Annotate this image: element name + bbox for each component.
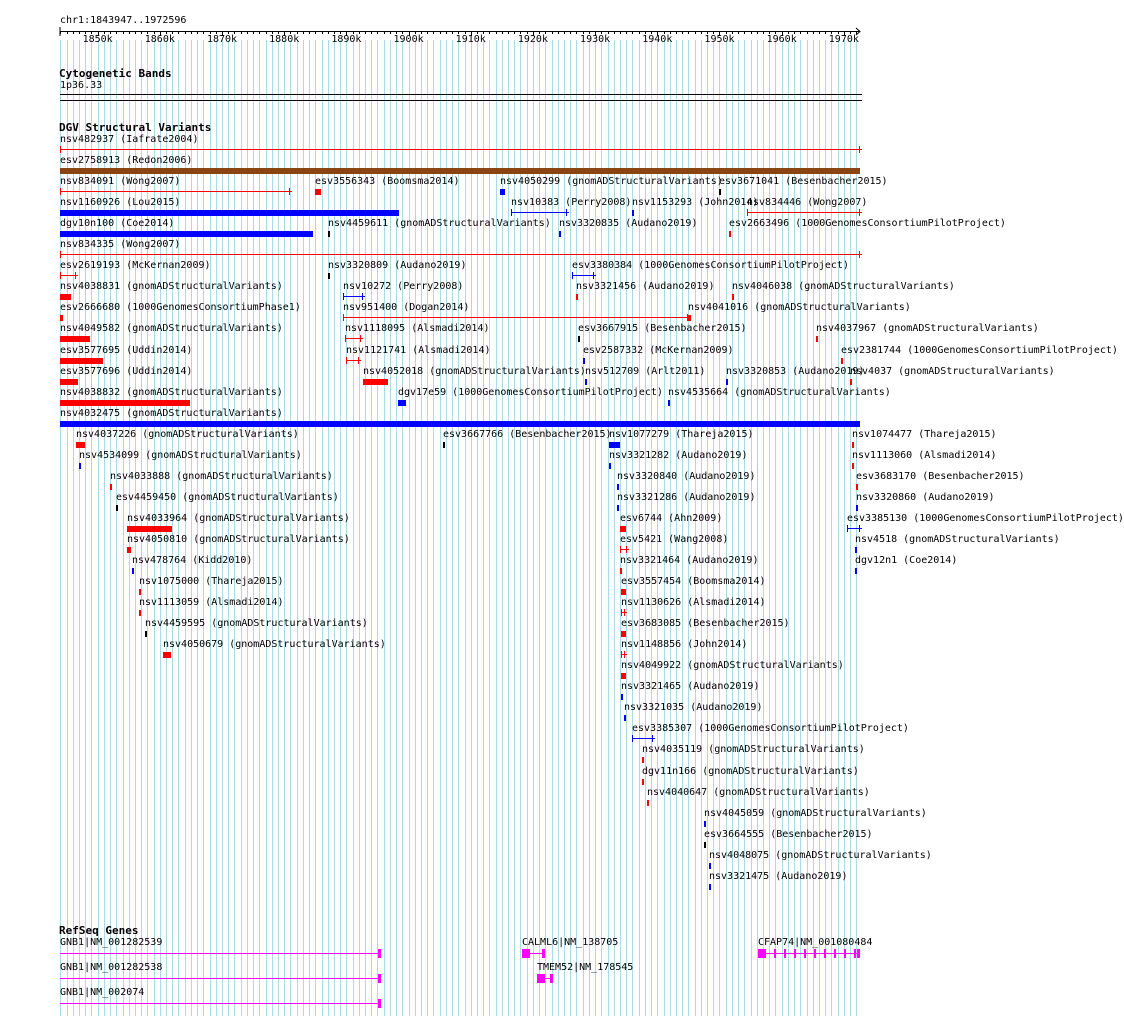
dgv-feature-label[interactable]: nsv4045059 (gnomADStructuralVariants) [704, 807, 927, 819]
cytoband-label[interactable]: 1p36.33 [60, 80, 103, 91]
dgv-feature-glyph[interactable] [60, 168, 860, 174]
dgv-feature-glyph[interactable] [729, 231, 731, 237]
dgv-feature-glyph[interactable] [60, 231, 313, 237]
dgv-feature-label[interactable]: dgv11n166 (gnomADStructuralVariants) [642, 765, 859, 777]
dgv-feature-glyph[interactable] [856, 484, 858, 490]
dgv-feature-glyph[interactable] [719, 189, 721, 195]
dgv-feature-glyph[interactable] [747, 212, 862, 213]
dgv-feature-label[interactable]: nsv3320835 (Audano2019) [559, 218, 698, 230]
dgv-feature-label[interactable]: nsv3321464 (Audano2019) [620, 555, 759, 566]
refseq-gene-label[interactable]: GNB1|NM_001282538 [60, 962, 163, 973]
dgv-feature-label[interactable]: nsv4534099 (gnomADStructuralVariants) [79, 449, 302, 461]
dgv-feature-label[interactable]: esv2619193 (McKernan2009) [60, 260, 211, 272]
dgv-feature-glyph[interactable] [609, 442, 620, 448]
dgv-feature-glyph[interactable] [500, 189, 505, 195]
refseq-exon[interactable] [804, 949, 806, 958]
refseq-exon[interactable] [378, 949, 381, 958]
refseq-exon[interactable] [378, 999, 381, 1008]
dgv-feature-glyph[interactable] [116, 505, 118, 511]
dgv-feature-glyph[interactable] [709, 863, 711, 869]
dgv-feature-glyph[interactable] [346, 360, 360, 361]
refseq-gene-label[interactable]: GNB1|NM_002074 [60, 987, 145, 998]
dgv-feature-glyph[interactable] [642, 779, 644, 785]
dgv-feature-glyph[interactable] [852, 463, 854, 469]
dgv-feature-label[interactable]: nsv1130626 (Alsmadi2014) [621, 597, 766, 609]
dgv-feature-label[interactable]: esv2587332 (McKernan2009) [583, 344, 734, 356]
dgv-feature-glyph[interactable] [620, 568, 622, 574]
dgv-feature-label[interactable]: nsv1077279 (Thareja2015) [609, 428, 754, 440]
dgv-feature-label[interactable]: nsv951400 (Dogan2014) [343, 302, 470, 314]
dgv-feature-glyph[interactable] [60, 254, 862, 255]
refseq-exon[interactable] [834, 949, 836, 958]
dgv-feature-label[interactable]: esv2758913 (Redon2006) [60, 155, 193, 167]
dgv-feature-label[interactable]: nsv834091 (Wong2007) [60, 176, 181, 188]
dgv-feature-glyph[interactable] [816, 336, 818, 342]
dgv-feature-label[interactable]: esv3667915 (Besenbacher2015) [578, 323, 747, 335]
dgv-feature-glyph[interactable] [60, 191, 292, 192]
refseq-exon[interactable] [844, 949, 846, 958]
dgv-feature-glyph[interactable] [60, 294, 71, 300]
dgv-feature-glyph[interactable] [621, 589, 626, 595]
dgv-feature-glyph[interactable] [620, 526, 626, 532]
dgv-feature-glyph[interactable] [855, 568, 857, 574]
refseq-exon[interactable] [522, 949, 530, 958]
refseq-exon[interactable] [550, 974, 553, 983]
dgv-feature-glyph[interactable] [576, 294, 578, 300]
dgv-feature-glyph[interactable] [621, 694, 623, 700]
dgv-feature-label[interactable]: nsv10272 (Perry2008) [343, 281, 464, 293]
dgv-feature-label[interactable]: nsv4050299 (gnomADStructuralVariants) [500, 176, 723, 188]
dgv-feature-label[interactable]: nsv3320840 (Audano2019) [617, 470, 756, 482]
dgv-feature-label[interactable]: nsv3321286 (Audano2019) [617, 491, 756, 503]
dgv-feature-glyph[interactable] [343, 296, 364, 297]
dgv-feature-label[interactable]: esv2666680 (1000GenomesConsortiumPhase1) [60, 302, 301, 314]
dgv-feature-label[interactable]: nsv1074477 (Thareja2015) [852, 428, 997, 440]
dgv-feature-label[interactable]: nsv4046038 (gnomADStructuralVariants) [732, 281, 955, 293]
refseq-exon[interactable] [857, 949, 860, 958]
dgv-feature-glyph[interactable] [132, 568, 134, 574]
dgv-feature-glyph[interactable] [726, 379, 728, 385]
dgv-feature-glyph[interactable] [632, 210, 634, 216]
ruler-tick-label: 1890k [331, 34, 362, 45]
cytoband-track-title: Cytogenetic Bands [59, 67, 172, 80]
dgv-feature-glyph[interactable] [620, 549, 629, 550]
refseq-exon[interactable] [854, 949, 856, 958]
dgv-feature-label[interactable]: esv3667766 (Besenbacher2015) [443, 428, 612, 440]
dgv-feature-label[interactable]: esv3385307 (1000GenomesConsortiumPilotProject) [632, 723, 909, 735]
dgv-feature-label[interactable]: dgv17e59 (1000GenomesConsortiumPilotProject) [398, 386, 663, 398]
dgv-feature-label[interactable]: nsv4052018 (gnomADStructuralVariants) [363, 365, 586, 377]
dgv-feature-label[interactable]: dgv10n100 (Coe2014) [60, 218, 175, 230]
dgv-feature-glyph[interactable] [850, 379, 852, 385]
dgv-feature-label[interactable]: nsv4049922 (gnomADStructuralVariants) [621, 660, 844, 672]
dgv-feature-label[interactable]: nsv4037 (gnomADStructuralVariants) [850, 365, 1055, 377]
dgv-feature-label[interactable]: esv3556343 (Boomsma2014) [315, 176, 460, 188]
dgv-feature-glyph[interactable] [704, 821, 706, 827]
dgv-feature-label[interactable]: nsv4038832 (gnomADStructuralVariants) [60, 386, 283, 398]
dgv-feature-label[interactable]: nsv1113060 (Alsmadi2014) [852, 449, 997, 461]
refseq-gene-label[interactable]: CFAP74|NM_001080484 [758, 937, 873, 948]
refseq-exon[interactable] [814, 949, 816, 958]
dgv-feature-glyph[interactable] [621, 654, 627, 655]
dgv-feature-label[interactable]: nsv834335 (Wong2007) [60, 239, 181, 251]
dgv-feature-label[interactable]: nsv1148856 (John2014) [621, 639, 748, 651]
dgv-feature-glyph[interactable] [583, 358, 585, 364]
dgv-feature-glyph[interactable] [60, 379, 78, 385]
dgv-feature-label[interactable]: nsv512709 (Arlt2011) [585, 365, 706, 377]
dgv-feature-label[interactable]: esv5421 (Wang2008) [620, 533, 729, 545]
dgv-feature-glyph[interactable] [572, 275, 596, 276]
dgv-feature-label[interactable]: dgv12n1 (Coe2014) [855, 555, 958, 566]
ruler-tick-label: 1900k [393, 34, 424, 45]
dgv-feature-glyph[interactable] [139, 589, 141, 595]
dgv-feature-glyph[interactable] [624, 715, 626, 721]
dgv-feature-glyph[interactable] [855, 547, 857, 553]
ruler-tick-label: 1960k [766, 34, 797, 45]
dgv-feature-label[interactable]: nsv1121741 (Alsmadi2014) [346, 344, 491, 356]
dgv-feature-glyph[interactable] [852, 442, 854, 448]
refseq-gene-label[interactable]: CALML6|NM_138705 [522, 937, 619, 948]
dgv-feature-glyph[interactable] [60, 210, 399, 216]
dgv-feature-label[interactable]: esv3664555 (Besenbacher2015) [704, 828, 873, 840]
dgv-feature-label[interactable]: nsv478764 (Kidd2010) [132, 555, 253, 566]
dgv-feature-label[interactable]: nsv4032475 (gnomADStructuralVariants) [60, 407, 283, 419]
dgv-feature-glyph[interactable] [60, 336, 90, 342]
ruler-tick-label: 1940k [642, 34, 673, 45]
dgv-feature-glyph[interactable] [328, 231, 330, 237]
dgv-feature-glyph[interactable] [704, 842, 706, 848]
dgv-feature-glyph[interactable] [315, 189, 321, 195]
dgv-feature-glyph[interactable] [443, 442, 445, 448]
dgv-feature-label[interactable]: nsv3320860 (Audano2019) [856, 491, 995, 503]
dgv-feature-glyph[interactable] [343, 317, 690, 318]
dgv-feature-glyph[interactable] [688, 315, 690, 321]
dgv-feature-label[interactable]: nsv4038831 (gnomADStructuralVariants) [60, 281, 283, 293]
dgv-feature-label[interactable]: esv3557454 (Boomsma2014) [621, 576, 766, 588]
dgv-feature-label[interactable]: nsv3321456 (Audano2019) [576, 281, 715, 293]
dgv-feature-glyph[interactable] [578, 336, 580, 342]
dgv-feature-glyph[interactable] [841, 358, 843, 364]
refseq-exon[interactable] [824, 949, 826, 958]
dgv-feature-glyph[interactable] [621, 612, 627, 613]
dgv-feature-label[interactable]: nsv1113059 (Alsmadi2014) [139, 597, 284, 609]
dgv-feature-glyph[interactable] [328, 273, 330, 279]
dgv-feature-glyph[interactable] [60, 149, 862, 150]
ruler-tick-label: 1970k [828, 34, 859, 45]
dgv-feature-glyph[interactable] [110, 484, 112, 490]
dgv-feature-glyph[interactable] [398, 400, 406, 406]
dgv-feature-label[interactable]: esv2663496 (1000GenomesConsortiumPilotProject) [729, 218, 1006, 230]
dgv-feature-glyph[interactable] [363, 379, 388, 385]
refseq-gene-line[interactable] [60, 978, 381, 979]
dgv-feature-label[interactable]: esv3683170 (Besenbacher2015) [856, 470, 1025, 482]
dgv-feature-glyph[interactable] [79, 463, 81, 469]
ruler-tick-label: 1920k [517, 34, 548, 45]
dgv-feature-glyph[interactable] [559, 231, 561, 237]
dgv-feature-glyph[interactable] [139, 610, 141, 616]
refseq-gene-label[interactable]: GNB1|NM_001282539 [60, 937, 163, 948]
ruler-tick-label: 1930k [580, 34, 611, 45]
dgv-feature-glyph[interactable] [632, 738, 655, 739]
dgv-feature-label[interactable]: nsv4459595 (gnomADStructuralVariants) [145, 618, 368, 630]
dgv-feature-glyph[interactable] [709, 884, 711, 890]
dgv-feature-label[interactable]: nsv4037967 (gnomADStructuralVariants) [816, 323, 1039, 335]
dgv-feature-label[interactable]: nsv482937 (Iafrate2004) [60, 134, 199, 145]
dgv-feature-label[interactable]: esv3577696 (Uddin2014) [60, 365, 193, 377]
ruler-tick-label: 1880k [269, 34, 300, 45]
dgv-feature-label[interactable]: nsv3321465 (Audano2019) [621, 681, 760, 693]
dgv-feature-label[interactable]: nsv4040647 (gnomADStructuralVariants) [647, 786, 870, 798]
refseq-track-title: RefSeq Genes [59, 924, 139, 937]
refseq-gene-line[interactable] [60, 1003, 381, 1004]
dgv-feature-label[interactable]: esv6744 (Ahn2009) [620, 512, 723, 524]
dgv-feature-label[interactable]: nsv3321475 (Audano2019) [709, 870, 848, 882]
ruler-tick-label: 1860k [144, 34, 175, 45]
dgv-feature-label[interactable]: nsv4035119 (gnomADStructuralVariants) [642, 744, 865, 756]
dgv-feature-label[interactable]: nsv4048075 (gnomADStructuralVariants) [709, 849, 932, 861]
refseq-exon[interactable] [794, 949, 796, 958]
dgv-feature-label[interactable]: nsv3321035 (Audano2019) [624, 702, 763, 714]
dgv-feature-glyph[interactable] [847, 528, 862, 529]
dgv-feature-label[interactable]: nsv4041016 (gnomADStructuralVariants) [688, 302, 911, 314]
dgv-feature-label[interactable]: nsv4518 (gnomADStructuralVariants) [855, 533, 1060, 545]
dgv-feature-label[interactable]: nsv1153293 (John2014) [632, 197, 759, 209]
refseq-exon[interactable] [537, 974, 545, 983]
dgv-feature-label[interactable]: nsv4050810 (gnomADStructuralVariants) [127, 533, 350, 545]
dgv-feature-label[interactable]: nsv4049582 (gnomADStructuralVariants) [60, 323, 283, 335]
refseq-exon[interactable] [542, 949, 545, 958]
dgv-feature-label[interactable]: nsv3321282 (Audano2019) [609, 449, 748, 461]
dgv-feature-glyph[interactable] [642, 757, 644, 763]
dgv-feature-glyph[interactable] [145, 631, 147, 637]
ruler-tick-label: 1850k [82, 34, 113, 45]
ruler-tick-label: 1870k [206, 34, 238, 45]
dgv-feature-label[interactable]: nsv4033888 (gnomADStructuralVariants) [110, 470, 333, 482]
dgv-feature-glyph[interactable] [585, 379, 587, 385]
dgv-feature-label[interactable]: nsv10383 (Perry2008) [511, 197, 632, 209]
dgv-feature-label[interactable]: esv3671041 (Besenbacher2015) [719, 176, 888, 188]
refseq-exon[interactable] [774, 949, 776, 958]
dgv-feature-glyph[interactable] [60, 358, 103, 364]
dgv-feature-glyph[interactable] [127, 547, 131, 553]
dgv-feature-glyph[interactable] [621, 673, 626, 679]
refseq-exon[interactable] [378, 974, 381, 983]
refseq-exon[interactable] [784, 949, 786, 958]
dgv-feature-glyph[interactable] [609, 463, 611, 469]
dgv-feature-label[interactable]: nsv1075000 (Thareja2015) [139, 576, 284, 588]
refseq-gene-line[interactable] [60, 953, 381, 954]
dgv-feature-label[interactable]: esv3385130 (1000GenomesConsortiumPilotProject) [847, 512, 1124, 524]
dgv-feature-label[interactable]: esv2381744 (1000GenomesConsortiumPilotProject) [841, 344, 1118, 356]
ruler-tick-label: 1950k [704, 34, 735, 45]
dgv-feature-label[interactable]: nsv3320809 (Audano2019) [328, 260, 467, 272]
dgv-feature-glyph[interactable] [60, 421, 860, 427]
dgv-feature-glyph[interactable] [856, 505, 858, 511]
dgv-feature-glyph[interactable] [511, 212, 569, 213]
dgv-feature-label[interactable]: esv4459450 (gnomADStructuralVariants) [116, 491, 339, 503]
region-label: chr1:1843947..1972596 [60, 15, 187, 26]
dgv-feature-glyph[interactable] [617, 484, 619, 490]
dgv-feature-glyph[interactable] [732, 294, 734, 300]
dgv-feature-glyph[interactable] [60, 315, 63, 321]
dgv-feature-label[interactable]: nsv834446 (Wong2007) [747, 197, 868, 209]
dgv-feature-label[interactable]: nsv4050679 (gnomADStructuralVariants) [163, 639, 386, 651]
dgv-track-title: DGV Structural Variants [59, 121, 212, 134]
dgv-feature-label[interactable]: nsv1160926 (Lou2015) [60, 197, 181, 209]
refseq-gene-label[interactable]: TMEM52|NM_178545 [537, 962, 634, 973]
dgv-feature-label[interactable]: nsv1118095 (Alsmadi2014) [345, 323, 490, 335]
dgv-feature-label[interactable]: nsv4037226 (gnomADStructuralVariants) [76, 428, 299, 440]
dgv-feature-glyph[interactable] [617, 505, 619, 511]
dgv-feature-label[interactable]: nsv4459611 (gnomADStructuralVariants) [328, 218, 551, 230]
dgv-feature-glyph[interactable] [668, 400, 670, 406]
dgv-feature-glyph[interactable] [647, 800, 649, 806]
dgv-feature-label[interactable]: nsv4535664 (gnomADStructuralVariants) [668, 386, 891, 398]
dgv-feature-label[interactable]: esv3380384 (1000GenomesConsortiumPilotProject) [572, 260, 849, 272]
dgv-feature-glyph[interactable] [621, 631, 626, 637]
dgv-feature-glyph[interactable] [163, 652, 171, 658]
dgv-feature-label[interactable]: nsv3320853 (Audano2019) [726, 365, 865, 377]
refseq-exon[interactable] [758, 949, 766, 958]
dgv-feature-glyph[interactable] [60, 400, 190, 406]
dgv-feature-glyph[interactable] [127, 526, 172, 532]
dgv-feature-glyph[interactable] [76, 442, 85, 448]
dgv-feature-label[interactable]: esv3577695 (Uddin2014) [60, 344, 193, 356]
dgv-feature-glyph[interactable] [345, 338, 363, 339]
dgv-feature-label[interactable]: esv3683085 (Besenbacher2015) [621, 618, 790, 630]
dgv-feature-glyph[interactable] [60, 275, 78, 276]
ruler-tick-label: 1910k [455, 34, 486, 45]
dgv-feature-label[interactable]: nsv4033964 (gnomADStructuralVariants) [127, 512, 350, 524]
